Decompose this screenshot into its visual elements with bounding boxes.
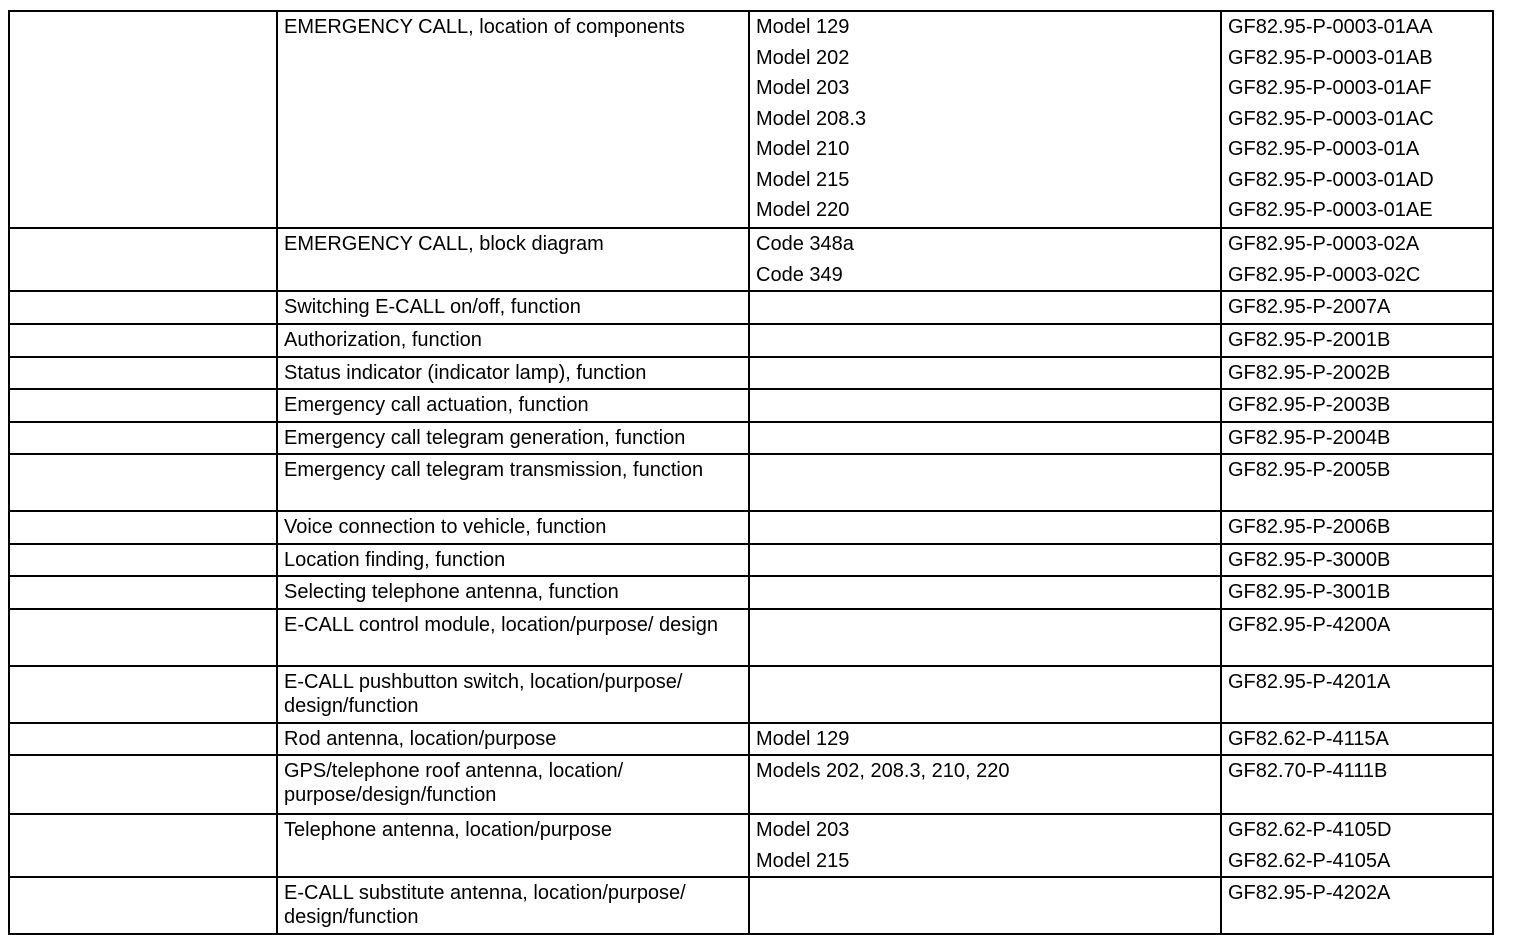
document-ref-cell bbox=[1221, 576, 1493, 609]
variant-line: Model 220 bbox=[756, 199, 850, 221]
topic-cell: E-CALL substitute antenna, location/purpose/ design/function bbox=[277, 877, 749, 934]
document-ref[interactable]: GF82.70-P-4111B bbox=[1228, 760, 1388, 782]
document-ref-cell bbox=[1221, 228, 1493, 291]
variant-cell bbox=[749, 228, 1221, 291]
document-ref-cell bbox=[1221, 877, 1493, 934]
document-ref[interactable]: GF82.95-P-0003-01AA bbox=[1228, 16, 1433, 38]
variant-line: Model 215 bbox=[756, 168, 850, 191]
document-ref[interactable]: GF82.95-P-2006B bbox=[1228, 516, 1391, 538]
document-ref[interactable]: GF82.95-P-0003-01A bbox=[1228, 138, 1420, 160]
document-ref-cell bbox=[1221, 666, 1493, 723]
blank-cell bbox=[9, 576, 277, 609]
document-ref[interactable]: GF82.95-P-4202A bbox=[1228, 882, 1391, 904]
variant-cell bbox=[749, 666, 1221, 723]
table-body bbox=[9, 11, 1493, 934]
document-ref-cell bbox=[1221, 755, 1493, 814]
variant-cell bbox=[749, 755, 1221, 814]
variant-cell bbox=[749, 877, 1221, 934]
document-ref[interactable]: GF82.95-P-0003-01AE bbox=[1228, 199, 1433, 221]
variant-cell bbox=[749, 357, 1221, 390]
table-row bbox=[9, 544, 1493, 577]
document-ref[interactable]: GF82.95-P-2005B bbox=[1228, 459, 1391, 481]
variant-line: Model 202 bbox=[756, 46, 850, 69]
document-ref-cell bbox=[1221, 723, 1493, 756]
variant-cell bbox=[749, 723, 1221, 756]
document-ref[interactable]: GF82.95-P-0003-01AD bbox=[1228, 168, 1434, 191]
variant-line: Model 210 bbox=[756, 138, 850, 160]
document-ref-cell bbox=[1221, 609, 1493, 666]
table-row bbox=[9, 454, 1493, 511]
table-row bbox=[9, 228, 1493, 291]
table-row bbox=[9, 666, 1493, 723]
variant-line: Model 129 bbox=[756, 727, 850, 750]
document-ref[interactable]: GF82.95-P-2002B bbox=[1228, 361, 1391, 384]
topic-cell: Rod antenna, location/purpose bbox=[277, 723, 749, 756]
document-ref[interactable]: GF82.95-P-2004B bbox=[1228, 426, 1391, 449]
document-table bbox=[8, 10, 1494, 935]
table-row bbox=[9, 291, 1493, 324]
document-ref[interactable]: GF82.95-P-0003-01AF bbox=[1228, 77, 1432, 99]
blank-cell bbox=[9, 389, 277, 422]
table-row bbox=[9, 609, 1493, 666]
document-ref-cell bbox=[1221, 389, 1493, 422]
variant-line: Model 215 bbox=[756, 849, 850, 872]
document-ref-cell bbox=[1221, 454, 1493, 511]
topic-cell: GPS/telephone roof antenna, location/ purpose/design/function bbox=[277, 755, 749, 814]
table-row bbox=[9, 324, 1493, 357]
blank-cell bbox=[9, 723, 277, 756]
document-ref[interactable]: GF82.95-P-0003-01AB bbox=[1228, 46, 1433, 69]
document-ref-cell bbox=[1221, 511, 1493, 544]
variant-line: Model 208.3 bbox=[756, 107, 867, 130]
document-ref-cell bbox=[1221, 11, 1493, 228]
variant-line: Model 203 bbox=[756, 77, 850, 99]
document-ref[interactable]: GF82.95-P-3001B bbox=[1228, 581, 1391, 603]
variant-cell bbox=[749, 389, 1221, 422]
topic-cell: Authorization, function bbox=[277, 324, 749, 357]
table-row bbox=[9, 11, 1493, 228]
document-ref-cell bbox=[1221, 291, 1493, 324]
variant-line: Models 202, 208.3, 210, 220 bbox=[756, 760, 1010, 782]
document-ref-cell bbox=[1221, 422, 1493, 455]
document-ref[interactable]: GF82.95-P-0003-02C bbox=[1228, 263, 1421, 286]
table-row bbox=[9, 357, 1493, 390]
document-ref[interactable]: GF82.95-P-0003-01AC bbox=[1228, 107, 1434, 130]
blank-cell bbox=[9, 422, 277, 455]
document-ref[interactable]: GF82.95-P-0003-02A bbox=[1228, 233, 1420, 255]
blank-cell bbox=[9, 511, 277, 544]
table-row bbox=[9, 814, 1493, 877]
variant-cell bbox=[749, 609, 1221, 666]
document-ref-cell bbox=[1221, 357, 1493, 390]
variant-cell bbox=[749, 422, 1221, 455]
blank-cell bbox=[9, 324, 277, 357]
topic-cell: Selecting telephone antenna, function bbox=[277, 576, 749, 609]
document-ref-cell bbox=[1221, 814, 1493, 877]
table-row bbox=[9, 576, 1493, 609]
blank-cell bbox=[9, 877, 277, 934]
blank-cell bbox=[9, 814, 277, 877]
variant-cell bbox=[749, 511, 1221, 544]
document-ref[interactable]: GF82.95-P-2007A bbox=[1228, 296, 1391, 318]
variant-cell bbox=[749, 814, 1221, 877]
variant-line: Model 203 bbox=[756, 819, 850, 841]
variant-cell bbox=[749, 324, 1221, 357]
blank-cell bbox=[9, 755, 277, 814]
topic-cell: E-CALL pushbutton switch, location/purpose/ design/function bbox=[277, 666, 749, 723]
table-row bbox=[9, 755, 1493, 814]
document-ref[interactable]: GF82.95-P-4201A bbox=[1228, 670, 1391, 693]
document-ref[interactable]: GF82.95-P-3000B bbox=[1228, 548, 1391, 571]
blank-cell bbox=[9, 609, 277, 666]
variant-cell bbox=[749, 291, 1221, 324]
document-ref-cell bbox=[1221, 544, 1493, 577]
document-ref-cell bbox=[1221, 324, 1493, 357]
document-ref[interactable]: GF82.62-P-4115A bbox=[1228, 727, 1389, 750]
topic-cell: Emergency call telegram transmission, function bbox=[277, 454, 749, 511]
table-row bbox=[9, 723, 1493, 756]
variant-cell bbox=[749, 544, 1221, 577]
topic-cell: EMERGENCY CALL, location of components bbox=[277, 11, 749, 228]
table-row bbox=[9, 877, 1493, 934]
document-ref[interactable]: GF82.62-P-4105A bbox=[1228, 849, 1391, 872]
blank-cell bbox=[9, 544, 277, 577]
document-ref[interactable]: GF82.95-P-4200A bbox=[1228, 613, 1391, 636]
blank-cell bbox=[9, 11, 277, 228]
variant-line: Code 348a bbox=[756, 233, 854, 255]
topic-cell: Switching E-CALL on/off, function bbox=[277, 291, 749, 324]
topic-cell: EMERGENCY CALL, block diagram bbox=[277, 228, 749, 291]
document-ref[interactable]: GF82.95-P-2001B bbox=[1228, 328, 1391, 351]
variant-line: Code 349 bbox=[756, 263, 843, 286]
topic-cell: E-CALL control module, location/purpose/ design bbox=[277, 609, 749, 666]
topic-cell: Emergency call telegram generation, function bbox=[277, 422, 749, 455]
blank-cell bbox=[9, 357, 277, 390]
variant-cell bbox=[749, 11, 1221, 228]
document-ref[interactable]: GF82.62-P-4105D bbox=[1228, 819, 1392, 841]
document-ref[interactable]: GF82.95-P-2003B bbox=[1228, 394, 1391, 416]
topic-cell: Emergency call actuation, function bbox=[277, 389, 749, 422]
blank-cell bbox=[9, 454, 277, 511]
blank-cell bbox=[9, 228, 277, 291]
topic-cell: Voice connection to vehicle, function bbox=[277, 511, 749, 544]
variant-cell bbox=[749, 454, 1221, 511]
variant-line: Model 129 bbox=[756, 16, 850, 38]
table-row bbox=[9, 389, 1493, 422]
topic-cell: Telephone antenna, location/purpose bbox=[277, 814, 749, 877]
variant-cell bbox=[749, 576, 1221, 609]
blank-cell bbox=[9, 291, 277, 324]
table-row bbox=[9, 422, 1493, 455]
table-row bbox=[9, 511, 1493, 544]
blank-cell bbox=[9, 666, 277, 723]
topic-cell: Location finding, function bbox=[277, 544, 749, 577]
topic-cell: Status indicator (indicator lamp), function bbox=[277, 357, 749, 390]
